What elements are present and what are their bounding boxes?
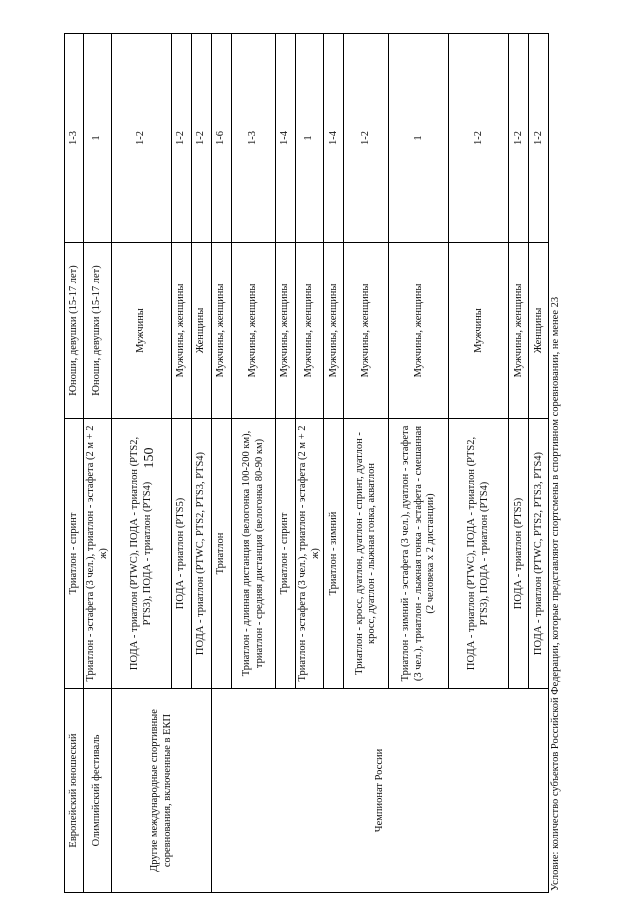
discipline-cell: Триатлон - спринт	[276, 419, 296, 689]
group-cell: Мужчины, женщины	[344, 243, 389, 419]
page-number: 150	[142, 447, 157, 469]
table-row	[112, 34, 172, 893]
event-cell: Чемпионат России	[212, 689, 549, 893]
rank-cell: 1-2	[529, 34, 549, 243]
group-cell: Мужчины, женщины	[232, 243, 276, 419]
group-cell: Мужчины, женщины	[509, 243, 529, 419]
discipline-cell: ПОДА - триатлон (PTS5)	[509, 419, 529, 689]
group-cell: Женщины	[192, 243, 212, 419]
group-cell: Юноши, девушки (15-17 лет)	[65, 243, 84, 419]
discipline-cell: Триатлон - зимний - эстафета (3 чел.), дуатлон - эстафета (3 чел.), триатлон - лыжная гонка - эстафета - смешанная (2 человека х 2 дистанции)	[389, 419, 449, 689]
rotated-document	[64, 33, 562, 893]
rank-cell: 1-2	[172, 34, 192, 243]
discipline-cell: Триатлон - эстафета (3 чел.), триатлон - эстафета (2 м + 2 ж)	[296, 419, 324, 689]
rank-cell: 1-6	[212, 34, 232, 243]
group-cell: Юноши, девушки (15-17 лет)	[84, 243, 112, 419]
group-cell: Мужчины	[112, 243, 172, 419]
group-cell: Мужчины, женщины	[172, 243, 192, 419]
rank-cell: 1-4	[324, 34, 344, 243]
group-cell: Мужчины, женщины	[324, 243, 344, 419]
event-cell: Олимпийский фестиваль	[84, 689, 112, 893]
discipline-cell: ПОДА - триатлон (PTS5)	[172, 419, 192, 689]
rank-cell: 1-2	[344, 34, 389, 243]
discipline-cell: Триатлон - спринт	[65, 419, 84, 689]
rank-cell: 1-3	[65, 34, 84, 243]
rank-cell: 1	[389, 34, 449, 243]
rank-cell: 1-3	[232, 34, 276, 243]
group-cell: Мужчины	[449, 243, 509, 419]
discipline-cell: ПОДА - триатлон (PTWC, PTS2, PTS3, PTS4)	[529, 419, 549, 689]
event-cell: Европейский юношеский	[65, 689, 84, 893]
discipline-cell: Триатлон	[212, 419, 232, 689]
sport-table	[64, 33, 549, 893]
discipline-cell: Триатлон - зимний	[324, 419, 344, 689]
rank-cell: 1-2	[112, 34, 172, 243]
discipline-cell: ПОДА - триатлон (PTWC), ПОДА - триатлон (PTS2, PTS3), ПОДА - триатлон (PTS4)	[112, 419, 172, 689]
event-cell: Другие международные спортивные соревнования, включенные в ЕКП	[112, 689, 212, 893]
table-row	[212, 34, 232, 893]
discipline-cell: ПОДА - триатлон (PTWC, PTS2, PTS3, PTS4)	[192, 419, 212, 689]
discipline-cell: Триатлон - длинная дистанция (велогонка 100-200 км), триатлон - средняя дистанция (велогонка 80-90 км)	[232, 419, 276, 689]
table-row	[65, 34, 84, 893]
group-cell: Мужчины, женщины	[296, 243, 324, 419]
rank-cell: 1-4	[276, 34, 296, 243]
rank-cell: 1-2	[509, 34, 529, 243]
condition-note: Условие: количество субъектов Российской Федерации, которые представляют спортсмены в спортивном соревновании, не менее 23	[550, 296, 562, 891]
group-cell: Мужчины, женщины	[212, 243, 232, 419]
rank-cell: 1-2	[192, 34, 212, 243]
rank-cell: 1-2	[449, 34, 509, 243]
discipline-cell: ПОДА - триатлон (PTWC), ПОДА - триатлон (PTS2, PTS3), ПОДА - триатлон (PTS4)	[449, 419, 509, 689]
group-cell: Женщины	[529, 243, 549, 419]
rank-cell: 1	[84, 34, 112, 243]
table-row	[84, 34, 112, 893]
group-cell: Мужчины, женщины	[276, 243, 296, 419]
rank-cell: 1	[296, 34, 324, 243]
discipline-cell: Триатлон - эстафета (3 чел.), триатлон - эстафета (2 м + 2 ж)	[84, 419, 112, 689]
discipline-cell: Триатлон - кросс, дуатлон, дуатлон - спринт, дуатлон - кросс, дуатлон - лыжная гонка, акватлон	[344, 419, 389, 689]
group-cell: Мужчины, женщины	[389, 243, 449, 419]
